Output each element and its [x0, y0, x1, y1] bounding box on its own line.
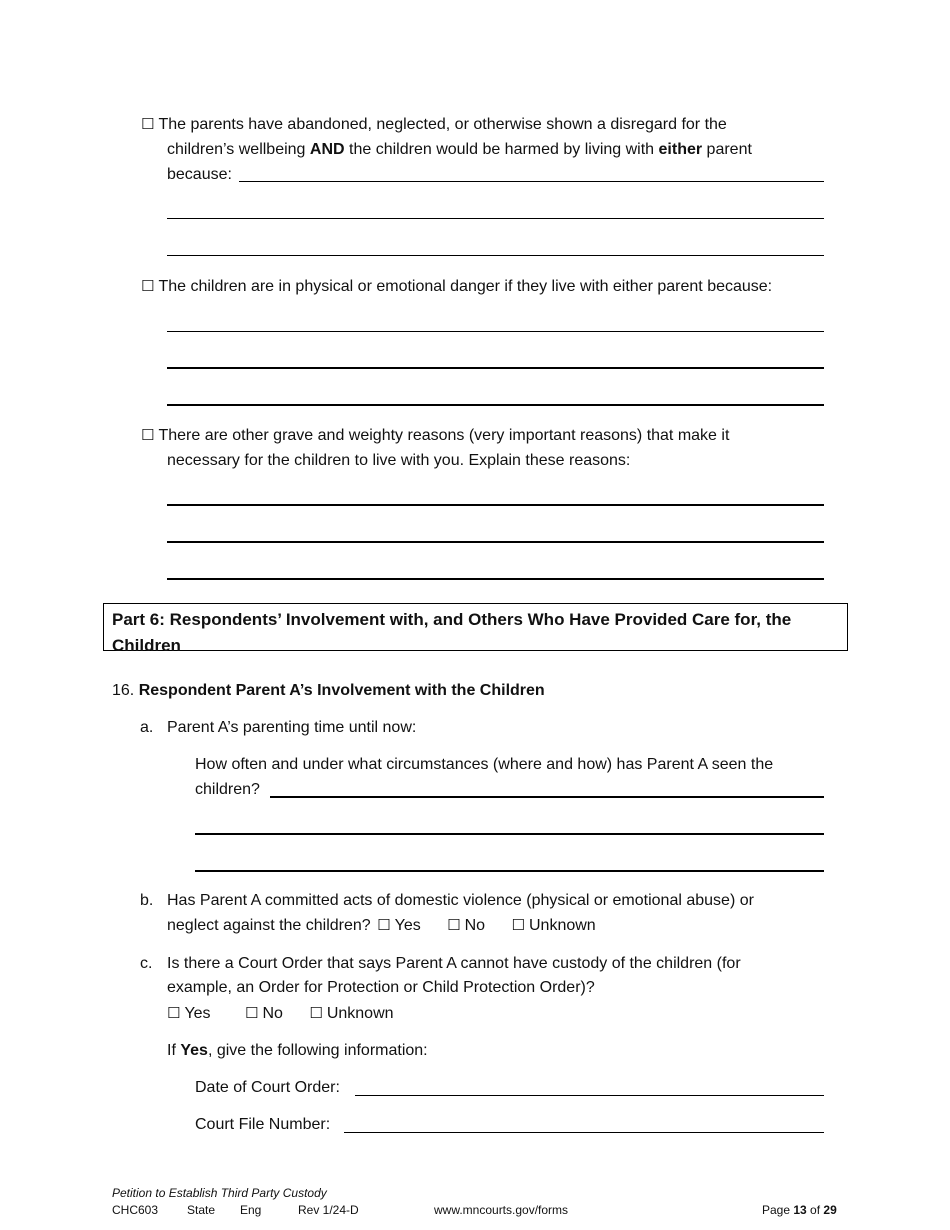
part6-heading — [103, 603, 848, 655]
checkbox-icon: ☐ — [167, 1004, 181, 1022]
reason-abandoned — [141, 112, 727, 137]
text: , give the following information: — [207, 1042, 428, 1059]
reason-grave — [141, 423, 729, 448]
part6-title-line1: Part 6: Respondents’ Involvement with, and Others Who Have Provided Care for, the — [112, 610, 792, 629]
checkbox-grave[interactable]: ☐ — [141, 426, 155, 444]
reason-grave-line2: necessary for the children to live with you. Explain these reasons: — [167, 452, 631, 469]
reason-abandoned-because: because: — [167, 166, 232, 183]
grave-answer-line-3[interactable] — [167, 578, 824, 580]
footer-state: State — [187, 1203, 216, 1217]
option-label: No — [262, 1005, 283, 1022]
q16b-letter: b. — [140, 892, 154, 909]
text: parent — [702, 141, 752, 158]
option-label: Yes — [394, 917, 421, 934]
q16c-letter: c. — [140, 955, 153, 972]
danger-answer-line-1[interactable] — [167, 331, 824, 332]
checkbox-abandoned[interactable]: ☐ — [141, 115, 155, 133]
danger-answer-line-3[interactable] — [167, 404, 824, 406]
q16c-line2: example, an Order for Protection or Child Protection Order)? — [167, 979, 595, 996]
current-page: 13 — [793, 1203, 807, 1217]
text: of — [806, 1203, 824, 1217]
reason-danger — [141, 274, 772, 299]
text: Page — [762, 1203, 794, 1217]
checkbox-icon: ☐ — [447, 916, 461, 934]
q16b-option-yes[interactable] — [377, 913, 421, 938]
part6-title-line2: Children — [112, 636, 181, 655]
q16b-line1: Has Parent A committed acts of domestic violence (physical or emotional abuse) or — [167, 892, 754, 909]
date-of-court-order-field[interactable] — [355, 1095, 824, 1096]
q16c-option-no[interactable] — [245, 1001, 283, 1026]
q16-heading — [112, 678, 545, 703]
danger-answer-line-2[interactable] — [167, 367, 824, 369]
option-label: No — [464, 917, 486, 934]
option-label: Yes — [184, 1005, 211, 1022]
option-label: Unknown — [326, 1005, 394, 1022]
q16c-option-unknown[interactable] — [309, 1001, 393, 1026]
reason-abandoned-line1: The parents have abandoned, neglected, or otherwise shown a disregard for the — [158, 116, 727, 133]
checkbox-icon: ☐ — [511, 916, 525, 934]
q16a-answer-line-3[interactable] — [195, 870, 824, 872]
q16c-options — [167, 1001, 394, 1026]
court-file-number-field[interactable] — [344, 1132, 824, 1133]
q16c-if-yes — [167, 1038, 428, 1063]
footer-page-number — [762, 1202, 837, 1218]
text: children’s wellbeing — [167, 141, 310, 158]
q16b-option-no[interactable] — [447, 913, 485, 938]
checkbox-icon: ☐ — [245, 1004, 259, 1022]
checkbox-icon: ☐ — [309, 1004, 323, 1022]
checkbox-danger[interactable]: ☐ — [141, 277, 155, 295]
q16c-option-yes[interactable] — [167, 1001, 211, 1026]
abandoned-answer-line-1[interactable] — [239, 181, 824, 182]
text: the children would be harmed by living with — [344, 141, 659, 158]
text: If — [167, 1042, 181, 1059]
abandoned-answer-line-3[interactable] — [167, 255, 824, 256]
footer-language: Eng — [240, 1203, 262, 1217]
q16a-answer-line-2[interactable] — [195, 833, 824, 835]
q16a-question-line2: children? — [195, 781, 260, 798]
footer-url[interactable]: www.mncourts.gov/forms — [434, 1203, 569, 1217]
q16a-letter: a. — [140, 719, 154, 736]
option-label: Unknown — [528, 917, 596, 934]
footer-form-title: Petition to Establish Third Party Custody — [112, 1186, 327, 1200]
footer-form-code: CHC603 — [112, 1203, 159, 1217]
q16a-answer-line-1[interactable] — [270, 796, 824, 798]
q16-title: Respondent Parent A’s Involvement with the Children — [138, 682, 545, 699]
reason-danger-text: The children are in physical or emotional danger if they live with either parent because: — [158, 278, 773, 295]
q16b-question: neglect against the children? — [167, 917, 371, 934]
q16-number: 16. — [112, 682, 135, 699]
emphasis-yes: Yes — [180, 1042, 208, 1059]
q16a-label: Parent A’s parenting time until now: — [167, 719, 417, 736]
footer-revision: Rev 1/24-D — [298, 1203, 359, 1217]
emphasis-either: either — [658, 141, 703, 158]
grave-answer-line-1[interactable] — [167, 504, 824, 506]
date-of-court-order-label: Date of Court Order: — [195, 1079, 340, 1096]
reason-grave-line1: There are other grave and weighty reasons (very important reasons) that make it — [158, 427, 730, 444]
q16b-line2 — [167, 913, 596, 938]
q16a-question-line1: How often and under what circumstances (where and how) has Parent A seen the — [195, 756, 774, 773]
court-file-number-label: Court File Number: — [195, 1116, 331, 1133]
emphasis-and: AND — [309, 141, 345, 158]
checkbox-icon: ☐ — [377, 916, 391, 934]
total-pages: 29 — [823, 1203, 837, 1217]
grave-answer-line-2[interactable] — [167, 541, 824, 543]
abandoned-answer-line-2[interactable] — [167, 218, 824, 219]
q16b-option-unknown[interactable] — [512, 913, 596, 938]
reason-abandoned-line2 — [167, 137, 752, 162]
q16c-line1: Is there a Court Order that says Parent A cannot have custody of the children (for — [167, 955, 741, 972]
